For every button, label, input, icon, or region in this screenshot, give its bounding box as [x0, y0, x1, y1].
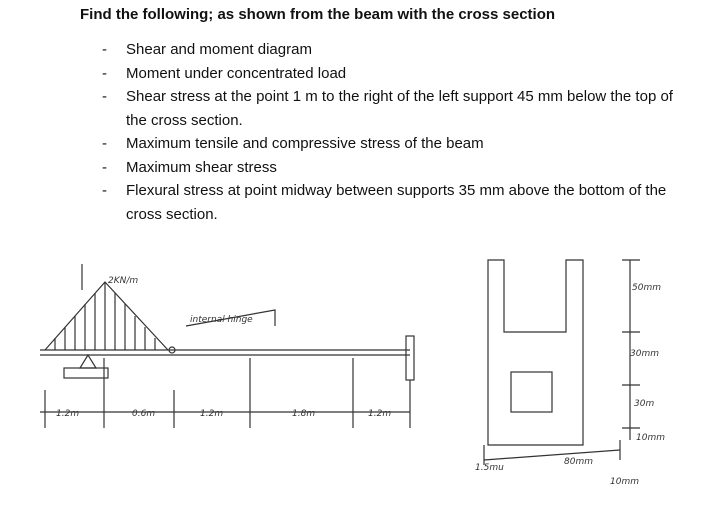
task-list: [96, 38, 696, 226]
list-dash: -: [102, 135, 107, 152]
section-dim-label: 30m: [634, 399, 655, 409]
task-text: Maximum shear stress: [126, 158, 277, 176]
task-text: Shear stress at the point 1 m to the right of the left support 45 mm below the top of the cross section.: [126, 88, 673, 129]
distributed-load: [45, 282, 168, 350]
span-label: 0.6m: [132, 409, 156, 419]
cross-section-hole: [511, 372, 552, 412]
span-label: 1.2m: [56, 409, 80, 419]
span-label: 1.2m: [200, 409, 224, 419]
hinge-label: internal hinge: [190, 315, 253, 325]
list-dash: -: [102, 88, 107, 105]
cross-section-outline: [488, 260, 583, 445]
wall-support: [406, 336, 414, 380]
task-text: Flexural stress at point midway between supports 35 mm above the bottom of the cross section.: [126, 182, 667, 223]
task-item: [96, 132, 696, 156]
section-dim-label: 30mm: [630, 349, 659, 359]
task-item: [96, 38, 696, 62]
task-item: [96, 85, 696, 132]
span-label: 1.2m: [368, 409, 392, 419]
section-dim-label: 10mm: [636, 433, 665, 443]
task-item: [96, 179, 696, 226]
list-dash: -: [102, 158, 107, 176]
span-label: 1.8m: [292, 409, 316, 419]
section-dimension-lines: [484, 260, 640, 465]
beam-labels: [56, 276, 391, 419]
task-item: [96, 156, 696, 180]
section-dim-label: 10mm: [610, 477, 639, 487]
task-text: Shear and moment diagram: [126, 41, 312, 58]
problem-title: Find the following; as shown from the beam with the cross section: [80, 6, 556, 23]
task-text: Maximum tensile and compressive stress of the beam: [126, 135, 484, 152]
section-dim-label: 80mm: [564, 457, 593, 467]
beam-sketch: [0, 250, 718, 509]
load-label: 2KN/m: [108, 276, 139, 286]
section-dim-label: 1.5mu: [475, 463, 504, 473]
list-dash: -: [102, 41, 107, 58]
list-dash: -: [102, 182, 107, 199]
section-dim-label: 50mm: [632, 283, 661, 293]
task-item: [96, 62, 696, 86]
pin-support: [64, 355, 108, 378]
list-dash: -: [102, 64, 107, 82]
task-text: Moment under concentrated load: [126, 64, 347, 82]
